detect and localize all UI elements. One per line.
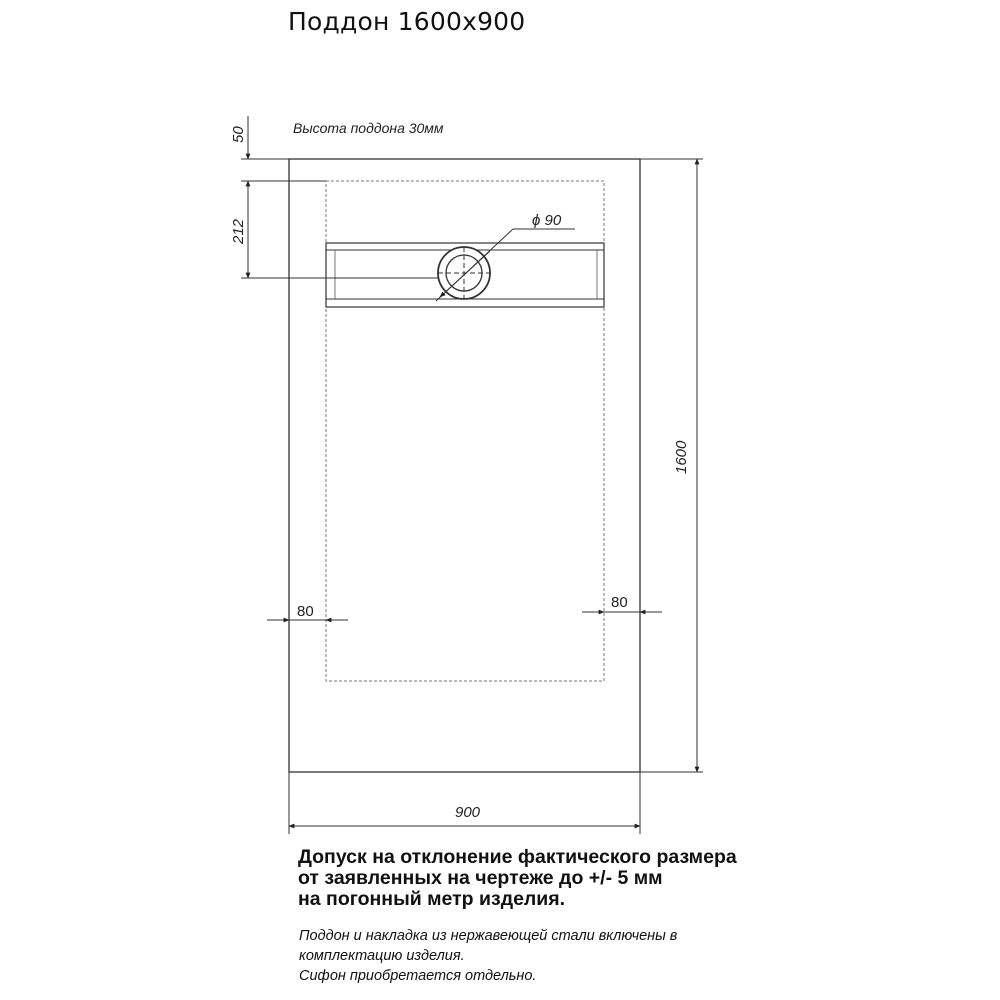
- width-label: 900: [455, 804, 481, 821]
- length-dimension: [640, 159, 703, 772]
- diameter-label: ϕ 90: [532, 212, 562, 229]
- tolerance-line: на погонный метр изделия.: [298, 888, 566, 910]
- note-line: Сифон приобретается отдельно.: [299, 968, 537, 984]
- offset-dimension-lines: [241, 116, 438, 278]
- tolerance-note: [298, 847, 938, 910]
- note-line: комплектацию изделия.: [299, 948, 465, 964]
- height-note: Высота поддона 30мм: [293, 120, 444, 136]
- top-offset-label: 50: [230, 126, 247, 143]
- package-notes: [299, 926, 819, 986]
- drain-offset-label: 212: [230, 218, 247, 244]
- page-title: Поддон 1600x900: [288, 7, 526, 36]
- side-left-label: 80: [297, 603, 314, 620]
- note-line: Поддон и накладка из нержавеющей стали включены в: [299, 928, 678, 944]
- length-label: 1600: [673, 440, 690, 474]
- tolerance-line: Допуск на отклонение фактического размера: [298, 846, 737, 868]
- side-right-label: 80: [611, 594, 628, 611]
- tolerance-line: от заявленных на чертеже до +/- 5 мм: [298, 867, 663, 889]
- width-dimension: [289, 772, 640, 834]
